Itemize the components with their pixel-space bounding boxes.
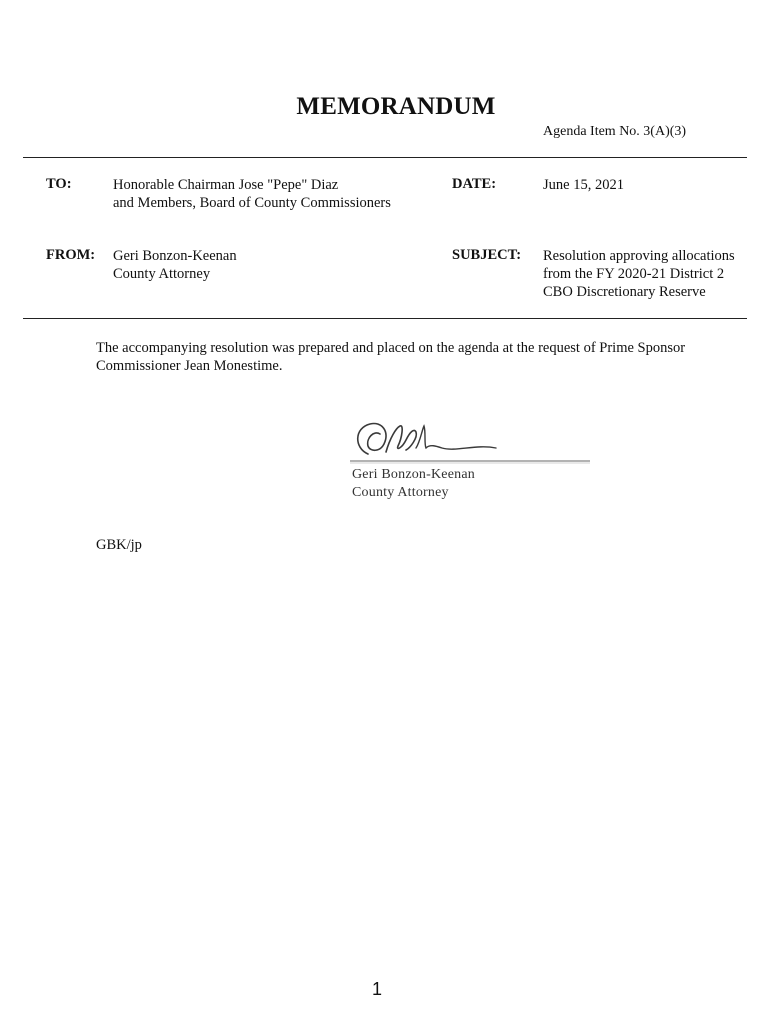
bottom-divider: [23, 318, 747, 319]
signatory-title: County Attorney: [352, 485, 449, 500]
date-label: DATE:: [452, 176, 497, 192]
signatory-name: Geri Bonzon-Keenan: [352, 467, 475, 482]
subject-line-2: from the FY 2020-21 District 2: [543, 266, 725, 282]
agenda-item-number: Agenda Item No. 3(A)(3): [543, 124, 687, 139]
to-label: TO:: [46, 176, 72, 192]
date-value: June 15, 2021: [543, 177, 624, 193]
to-line-2: and Members, Board of County Commissioners: [113, 195, 391, 211]
reference-initials: GBK/jp: [96, 537, 142, 553]
subject-label: SUBJECT:: [452, 247, 522, 263]
subject-line-1: Resolution approving allocations: [543, 248, 735, 264]
from-line-2: County Attorney: [113, 266, 211, 282]
subject-value: [543, 247, 735, 301]
from-label: FROM:: [46, 247, 96, 263]
to-recipient: [113, 176, 391, 212]
from-sender: [113, 247, 237, 283]
body-line-1: The accompanying resolution was prepared and placed on the agenda at the request of Prime Sponsor: [96, 340, 686, 356]
memo-body: [96, 339, 756, 375]
subject-line-3: CBO Discretionary Reserve: [543, 284, 706, 300]
from-line-1: Geri Bonzon-Keenan: [113, 248, 237, 264]
memo-title: MEMORANDUM: [296, 93, 496, 120]
body-line-2: Commissioner Jean Monestime.: [96, 358, 283, 374]
top-divider: [23, 157, 747, 158]
to-line-1: Honorable Chairman Jose "Pepe" Diaz: [113, 177, 339, 193]
handwritten-signature: [346, 418, 596, 470]
signature-block: [352, 466, 475, 502]
page-number: 1: [372, 979, 383, 999]
